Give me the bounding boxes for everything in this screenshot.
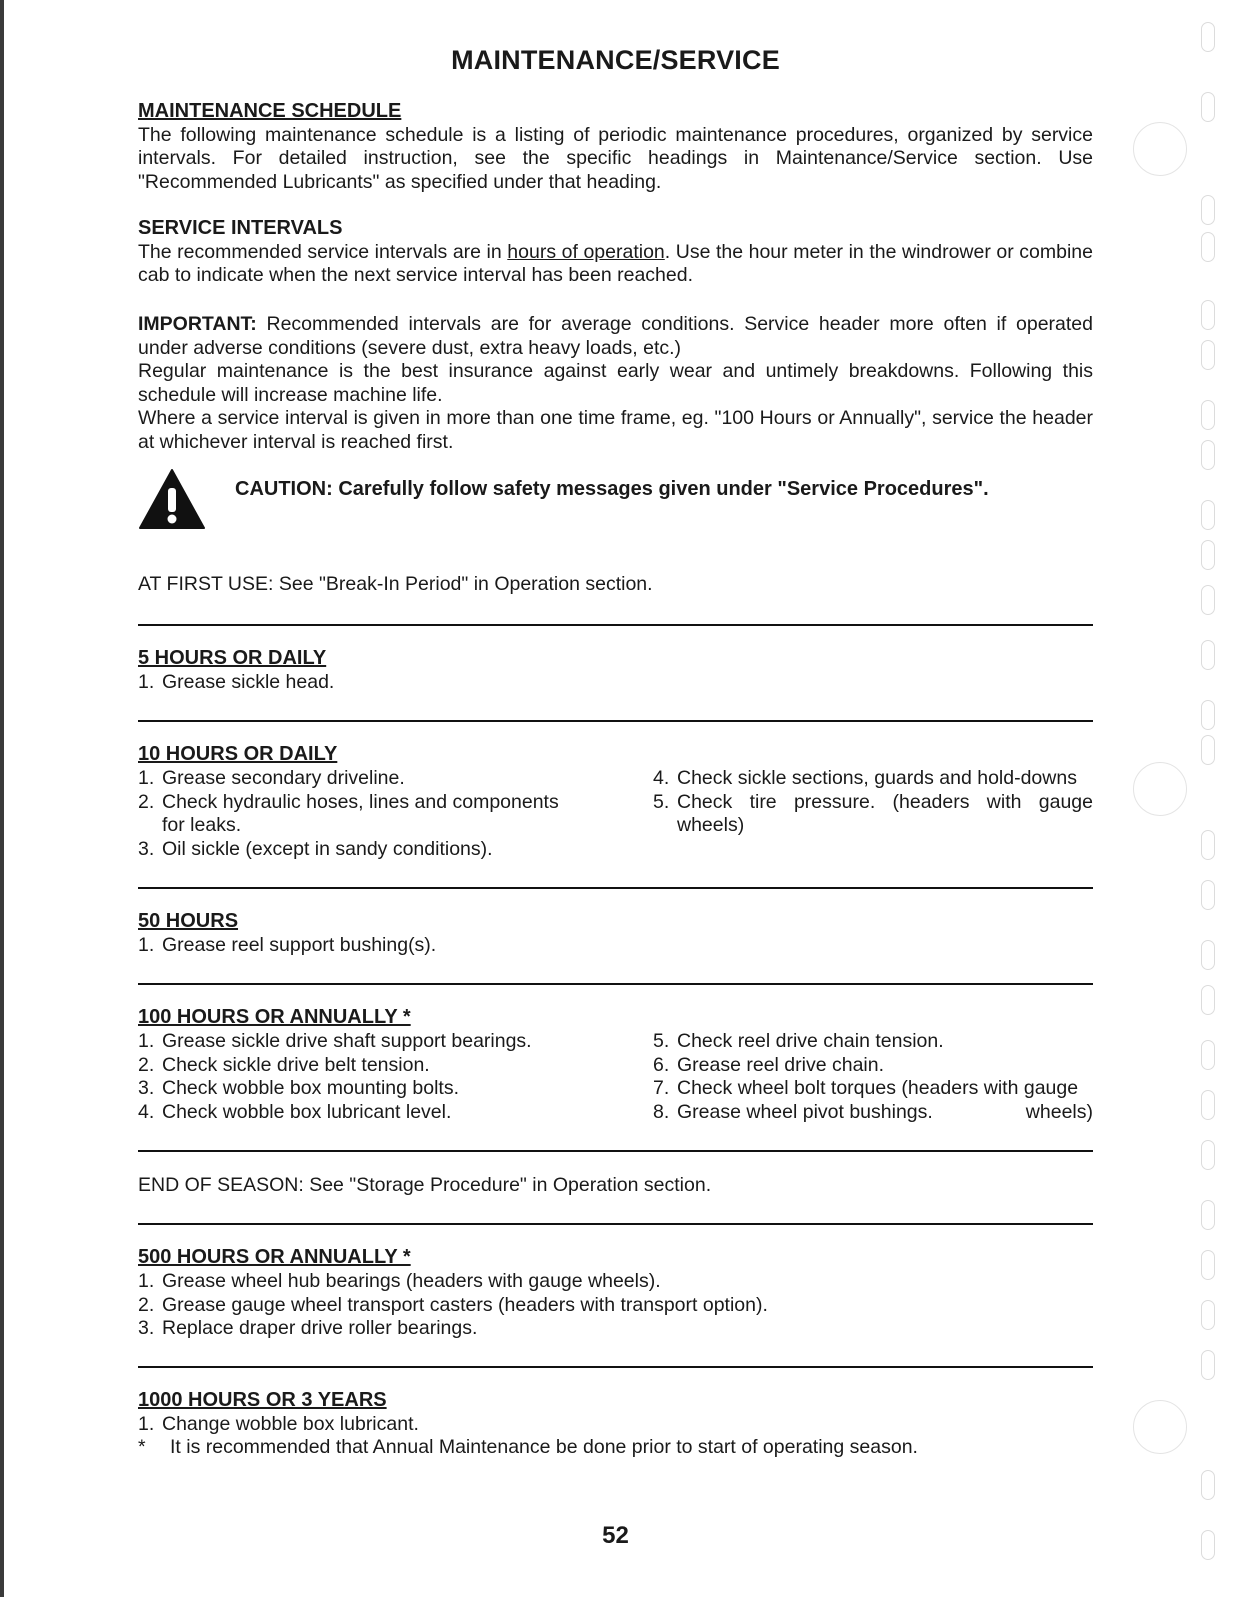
maintenance-schedule-block [138,100,1093,194]
divider [138,1366,1093,1368]
maintenance-schedule-text: The following maintenance schedule is a listing of periodic maintenance procedures, organized by service intervals. For detailed instruction, see the specific headings in Maintenance/Service section. Use "Recommended Lubricants" as specified under that heading. [138,123,1093,193]
important-line-2: Regular maintenance is the best insurance against early wear and untimely breakdowns. Following this schedule will increase machine life. [138,360,1093,406]
section-title: 50 HOURS [138,910,239,932]
list-item: 8. Grease wheel pivot bushings. wheels) [653,1100,1093,1123]
list-item: 1. Grease reel support bushing(s). [138,934,437,956]
section-title: 100 HOURS OR ANNUALLY * [138,1006,411,1028]
list-item: 1. Grease secondary driveline. [138,767,405,789]
section-100-hours [138,1006,1093,1123]
list-item: 1. Grease sickle head. [138,671,335,693]
divider [138,720,1093,722]
service-intervals-block [138,217,1093,288]
service-intervals-text-b: . Use the hour meter in the windrower or combine cab to indicate when the next service interval has been reached. [138,240,1093,286]
important-text: Recommended intervals are for average conditions. Service header more often if operated under adverse conditions (severe dust, extra heavy loads, etc.) [138,313,1093,359]
service-intervals-heading: SERVICE INTERVALS [138,217,343,239]
list-item: 5. Check reel drive chain tension. [653,1030,944,1052]
list-item: 1. Grease sickle drive shaft support bearings. [138,1030,532,1052]
section-title: 5 HOURS OR DAILY [138,647,327,669]
warning-triangle-icon [138,468,206,530]
list-item: 4. Check sickle sections, guards and hold-downs [653,767,1077,789]
divider [138,1223,1093,1225]
divider [138,624,1093,626]
list-item: 5. Check tire pressure. (headers with gauge wheels) [653,790,1093,836]
maintenance-schedule-heading: MAINTENANCE SCHEDULE [138,100,402,122]
list-item: 2. Check sickle drive belt tension. [138,1053,430,1076]
section-1000-hours [138,1389,1093,1437]
section-5-hours [138,647,1093,695]
binder-holes [1167,0,1237,1597]
caution-block [138,468,1093,538]
footnote-mark: * [138,1436,146,1458]
divider [138,887,1093,889]
list-item: 3. Replace draper drive roller bearings. [138,1317,478,1339]
list-item: 6. Grease reel drive chain. [653,1053,885,1076]
list-item: 7. Check wheel bolt torques (headers with gauge [653,1077,1079,1099]
end-of-season-text: END OF SEASON: See "Storage Procedure" in Operation section. [138,1174,712,1196]
footnote-text: It is recommended that Annual Maintenance be done prior to start of operating season. [170,1436,918,1458]
wheels-continuation: wheels) [1025,1100,1093,1123]
list-item: 3. Oil sickle (except in sandy conditions). [138,837,493,860]
section-10-hours [138,743,1093,860]
divider [138,983,1093,985]
divider [138,1150,1093,1152]
important-line-3: Where a service interval is given in more than one time frame, eg. "100 Hours or Annually", service the header at whichever interval is reached first. [138,407,1093,453]
first-use-text: AT FIRST USE: See "Break-In Period" in Operation section. [138,573,653,595]
page-title: MAINTENANCE/SERVICE [451,45,780,75]
scan-edge [0,0,4,1597]
page-number: 52 [602,1522,629,1549]
list-item: 1. Grease wheel hub bearings (headers with gauge wheels). [138,1270,661,1292]
list-item: 2. Check hydraulic hoses, lines and components for leaks. [138,790,559,836]
list-item: 4. Check wobble box lubricant level. [138,1100,452,1123]
section-title: 10 HOURS OR DAILY [138,743,338,765]
important-label: IMPORTANT: [138,313,257,335]
service-intervals-text-a: The recommended service intervals are in [138,240,508,263]
caution-text: CAUTION: Carefully follow safety messages given under "Service Procedures". [235,478,989,500]
section-title: 1000 HOURS OR 3 YEARS [138,1389,387,1411]
list-item: 1. Change wobble box lubricant. [138,1413,419,1435]
section-title: 500 HOURS OR ANNUALLY * [138,1246,411,1268]
list-item: 3. Check wobble box mounting bolts. [138,1077,460,1099]
section-500-hours [138,1246,1093,1341]
list-item: 2. Grease gauge wheel transport casters (headers with transport option). [138,1293,768,1316]
hours-of-operation-text: hours of operation [507,240,665,263]
important-block [138,313,1093,454]
section-50-hours [138,910,1093,958]
